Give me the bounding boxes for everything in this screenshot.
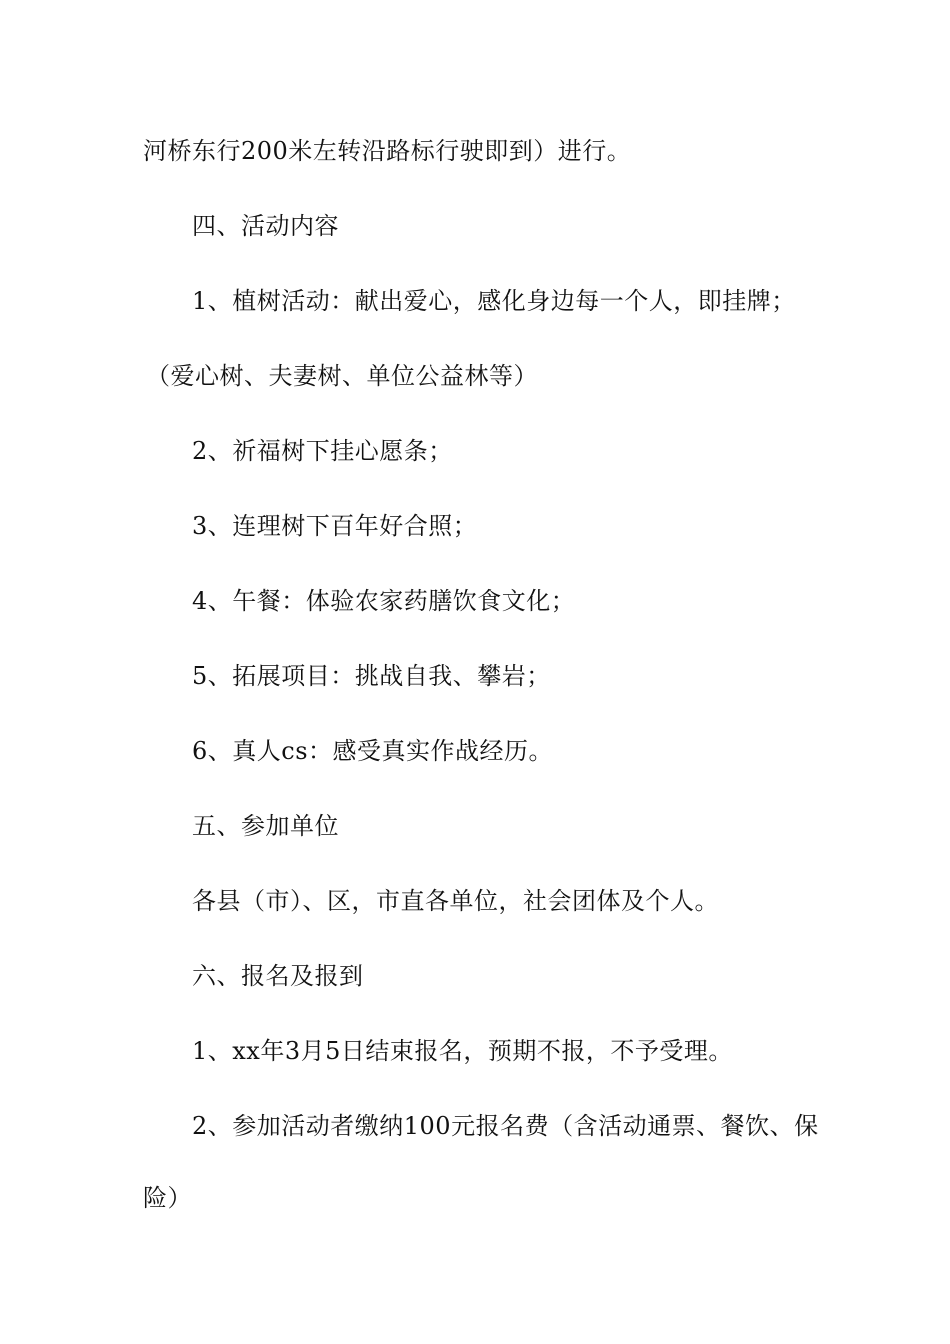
section-heading-activity-content: 四、活动内容 bbox=[192, 212, 339, 240]
participants-text: 各县（市）、区，市直各单位，社会团体及个人。 bbox=[192, 887, 719, 915]
list-item-tree-planting: 1、植树活动：献出爱心，感化身边每一个人，即挂牌； bbox=[192, 287, 796, 315]
list-item-tree-planting-continuation: （爱心树、夫妻树、单位公益林等） bbox=[146, 362, 538, 390]
list-item-registration-fee-continuation: 险） bbox=[143, 1184, 192, 1212]
list-item-outdoor-activities: 5、拓展项目：挑战自我、攀岩； bbox=[192, 662, 551, 690]
section-heading-participants: 五、参加单位 bbox=[192, 812, 339, 840]
list-item-couple-photo: 3、连理树下百年好合照； bbox=[192, 512, 478, 540]
list-item-registration-deadline: 1、xx年3月5日结束报名，预期不报，不予受理。 bbox=[192, 1037, 733, 1065]
list-item-lunch: 4、午餐：体验农家药膳饮食文化； bbox=[192, 587, 576, 615]
paragraph-continuation: 河桥东行200米左转沿路标行驶即到）进行。 bbox=[143, 137, 632, 165]
section-heading-registration: 六、报名及报到 bbox=[192, 962, 364, 990]
list-item-registration-fee: 2、参加活动者缴纳100元报名费（含活动通票、餐饮、保 bbox=[192, 1112, 819, 1140]
list-item-wish-ribbons: 2、祈福树下挂心愿条； bbox=[192, 437, 453, 465]
list-item-live-cs: 6、真人cs：感受真实作战经历。 bbox=[192, 737, 554, 765]
